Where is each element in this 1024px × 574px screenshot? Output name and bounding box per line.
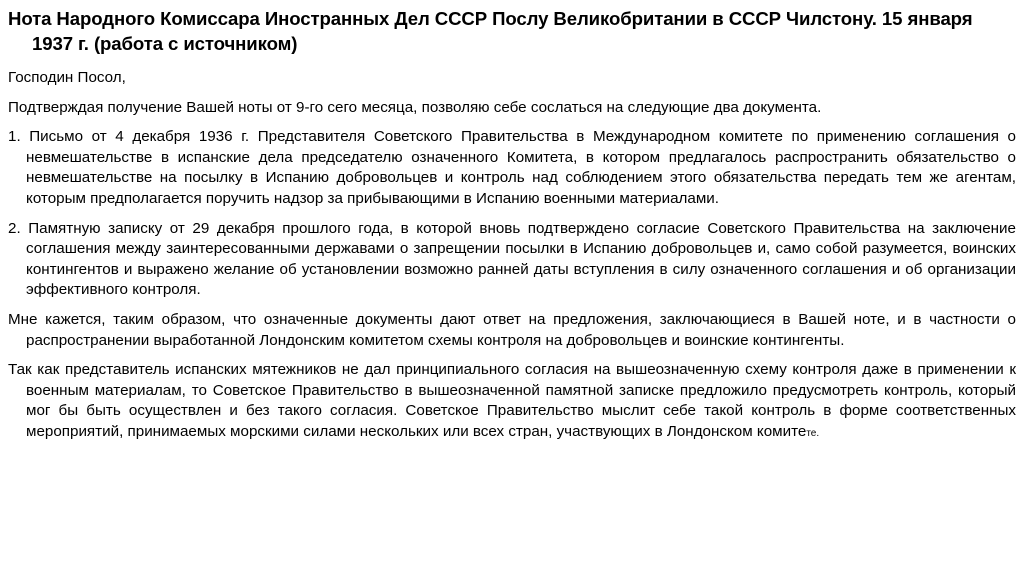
greeting-paragraph: Господин Посол,: [8, 69, 126, 86]
third-paragraph: Мне кажется, таким образом, что означенные документы дают ответ на предложения, заключающиеся в Вашей ноте, и в частности о распространении выработанной Лондонским комитетом схемы контроля на добровольцев и воинские контингенты.: [8, 310, 1016, 349]
item-1-paragraph: 1. Письмо от 4 декабря 1936 г. Представителя Советского Правительства в Международном комитете по применению соглашения о невмешательстве в испанские дела председателю означенного Комитета, в котором предлагалось распространить обязательство о невмешательстве на посылку в Испанию добровольцев и контроль над соблюдением этого обязательства передать тем же агентам, которым предполагается поручить надзор за прибывающими в Испанию военными материалами.: [8, 128, 1016, 207]
intro-paragraph: Подтверждая получение Вашей ноты от 9-го сего месяца, позволяю себе сослаться на следующие два документа.: [8, 98, 822, 116]
document-title: Нота Народного Комиссара Иностранных Дел СССР Послу Великобритании в СССР Чилстону. 15 января 1937 г. (работа с источником): [8, 8, 973, 54]
fourth-paragraph-tail: те.: [806, 427, 820, 439]
item-2-paragraph: 2. Памятную записку от 29 декабря прошлого года, в которой вновь подтверждено согласие Советского Правительства на заключение соглашения между заинтересованными державами о запрещении посылки в Испанию добровольцев и, само собой разумеется, воинских контингентов и выражено желание об установлении возможно ранней даты вступления в силу означенного соглашения и об организации эффективного контроля.: [8, 219, 1016, 299]
fourth-paragraph-main: Так как представитель испанских мятежников не дал принципиального согласия на вышеозначенную схему контроля даже в применении к военным материалам, то Советское Правительство в вышеозначенной памятной записке предложило предусмотреть контроль, который мог бы быть осуществлен и без такого согласия. Советское Правительство мыслит себе такой контроль в форме соответственных мероприятий, принимаемых морскими силами нескольких или всех стран, участвующих в Лондонском комите: [8, 361, 1016, 440]
fourth-paragraph: [8, 360, 1016, 444]
